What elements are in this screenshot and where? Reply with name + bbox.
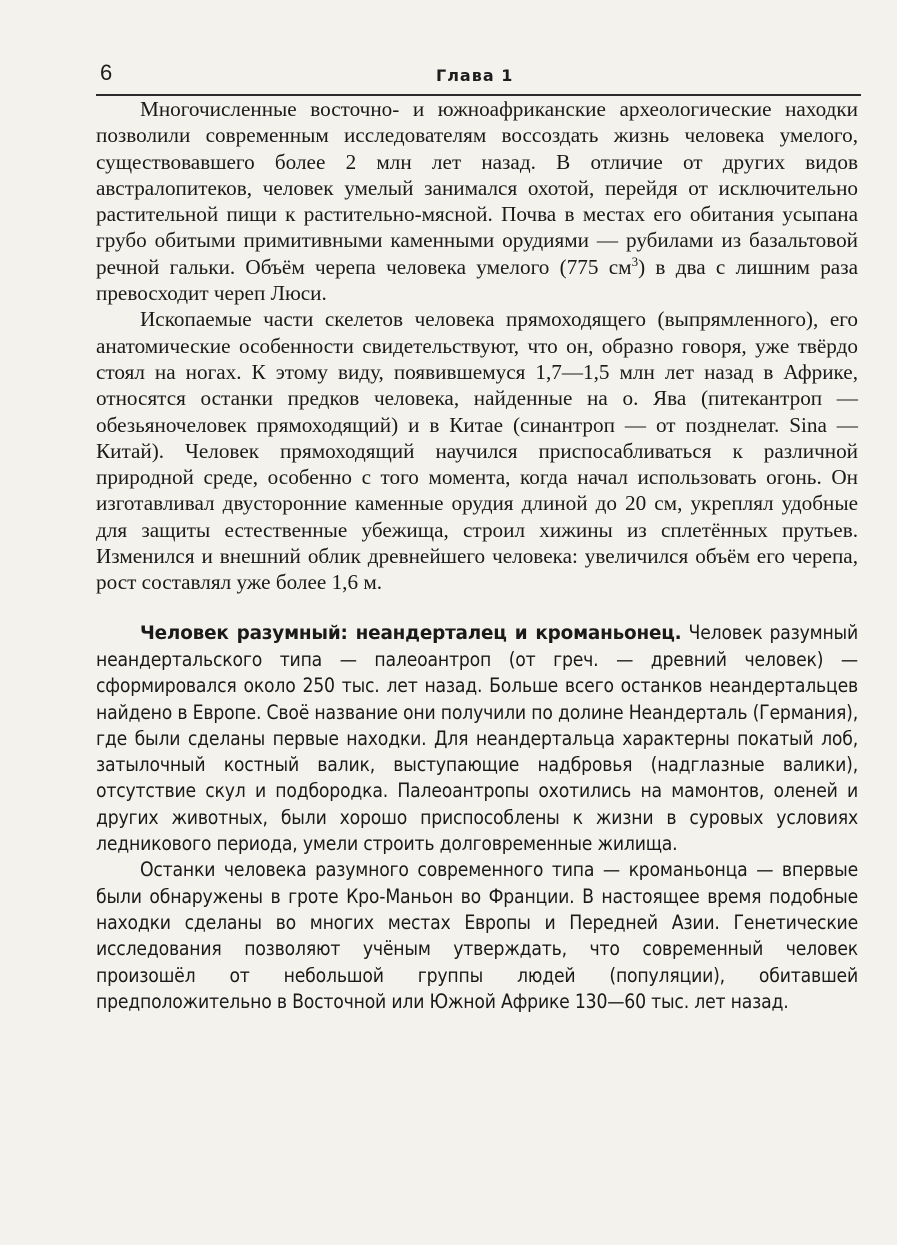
section-heading: Человек разумный: неандерталец и кроманьонец.	[140, 622, 682, 644]
paragraph-neanderthal	[96, 620, 858, 858]
body-text	[96, 96, 858, 1015]
superscript-cube: 3	[631, 253, 639, 269]
page-number: 6	[100, 60, 113, 85]
paragraph-text: Останки человека разумного современного типа — кроманьонца — впервые были обнаружены в гроте Кро-Маньон во Франции. В настоящее время подобные находки сделаны во многих местах Европы и Передней Азии. Генетические исследования позволяют учёным утверждать, что современный человек произошёл от небольшой группы людей (популяции), обитавшей предположительно в Восточной или Южной Африке 130—60 тыс. лет назад.	[96, 858, 858, 1013]
paragraph-homo-habilis	[96, 96, 858, 306]
paragraph-cromagnon	[96, 857, 858, 1015]
paragraph-text: Человек разумный неандертальского типа — палеоантроп (от греч. — древний человек) — сформировался около 250 тыс. лет назад. Больше всего останков неандертальцев найдено в Европе. Своё название они получили по долине Неандерталь (Германия), где были сделаны первые находки. Для неандертальца характерны покатый лоб, затылочный костный валик, выступающие надбровья (надглазные валики), отсутствие скул и подбородка. Палеоантропы охотились на мамонтов, оленей и других животных, были хорошо приспособлены к жизни в суровых условиях ледникового периода, умели строить долговременные жилища.	[96, 620, 858, 856]
section-gap	[96, 596, 858, 620]
paragraph-homo-erectus	[96, 306, 858, 595]
running-head	[96, 60, 861, 96]
paragraph-text-tail: ) в два с лишним раза превосходит череп Люси.	[96, 254, 858, 306]
paragraph-text: Многочисленные восточно- и южноафриканские археологические находки позволили современным исследователям воссоздать жизнь человека умелого, существовавшего более 2 млн лет назад. В отличие от других видов австралопитеков, человек умелый занимался охотой, перейдя от исключительно растительной пищи к растительно-мясной. Почва в местах его обитания усыпана грубо обитыми примитивными каменными орудиями — рубилами из базальтовой речной гальки. Объём черепа человека умелого (775 см	[96, 97, 858, 279]
paragraph-text: Ископаемые части скелетов человека прямоходящего (выпрямленного), его анатомические особенности свидетельствуют, что он, образно говоря, уже твёрдо стоял на ногах. К этому виду, появившемуся 1,7—1,5 млн лет назад в Африке, относятся останки предков человека, найденные на о. Ява (питекантроп — обезьяночеловек прямоходящий) и в Китае (синантроп — от позднелат. Sina — Китай). Человек прямоходящий научился приспосабливаться к различной природной среде, особенно с того момента, когда начал использовать огонь. Он изготавливал двусторонние каменные орудия длиной до 20 см, укреплял удобные для защиты естественные убежища, строил хижины из сплетённых прутьев. Изменился и внешний облик древнейшего человека: увеличился объём его черепа, рост составлял уже более 1,6 м.	[96, 307, 858, 595]
chapter-title: Глава 1	[436, 66, 514, 85]
